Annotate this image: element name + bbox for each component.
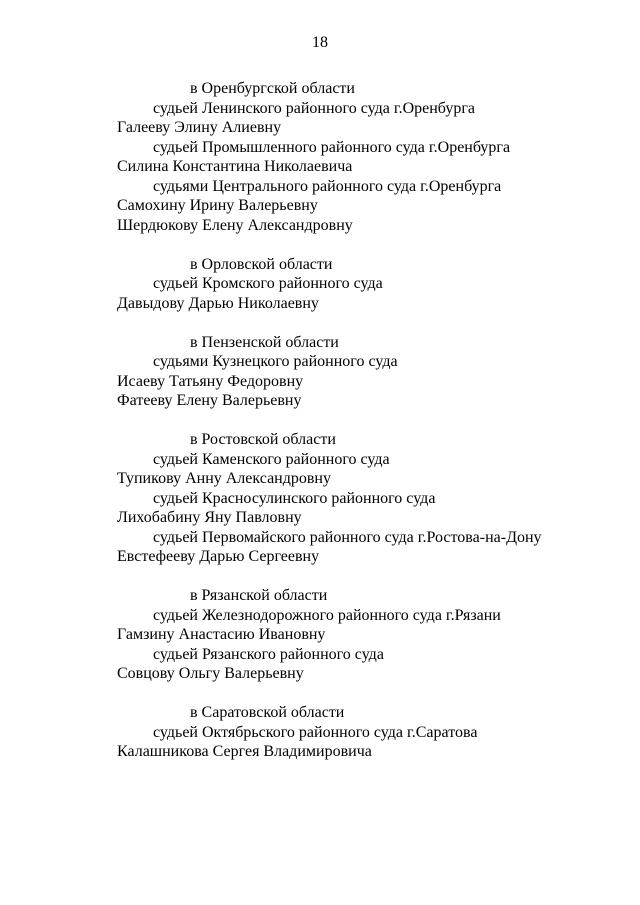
appointee-name: Шердюкову Елену Александровну (117, 216, 353, 234)
appointee-name: Силина Константина Николаевича (117, 158, 353, 175)
appointee-name: Совцову Ольгу Валерьевну (117, 665, 304, 682)
appointee-name: Гамзину Анастасию Ивановну (117, 626, 326, 643)
court-appointment-line: судьей Ленинского районного суда г.Оренбурга (153, 99, 475, 117)
appointee-name: Калашникова Сергея Владимировича (117, 743, 372, 760)
court-appointment-line: судьей Промышленного районного суда г.Оренбурга (153, 138, 511, 156)
appointee-name: Давыдову Дарью Николаевну (117, 294, 319, 312)
region-section (117, 79, 617, 235)
court-appointment-line: судьями Центрального районного суда г.Оренбурга (153, 177, 502, 195)
region-heading: в Пензенской области (190, 333, 339, 351)
region-heading: в Саратовской области (190, 704, 345, 721)
court-appointment-line: судьей Красносулинского районного суда (153, 489, 436, 507)
appointee-name: Исаеву Татьяну Федоровну (117, 372, 304, 390)
court-appointment-line: судьей Первомайского районного суда г.Ростова-на-Дону (153, 528, 542, 546)
region-heading: в Рязанской области (190, 587, 328, 604)
appointee-name: Тупикову Анну Александровну (117, 470, 331, 487)
appointee-name: Лихобабину Яну Павловну (117, 509, 302, 526)
region-section (117, 586, 617, 684)
region-heading: в Оренбургской области (190, 80, 355, 97)
appointments-list (117, 79, 617, 781)
region-section (117, 333, 617, 411)
region-heading: в Орловской области (190, 255, 333, 273)
appointee-name: Фатееву Елену Валерьевну (117, 392, 302, 409)
appointee-name: Самохину Ирину Валерьевну (117, 197, 318, 214)
appointee-name: Галееву Элину Алиевну (117, 119, 282, 136)
court-appointment-line: судьей Каменского районного суда (153, 450, 390, 468)
court-appointment-line: судьей Кромского районного суда (153, 275, 383, 292)
court-appointment-line: судьями Кузнецкого районного суда (153, 353, 398, 370)
court-appointment-line: судьей Октябрьского районного суда г.Саратова (153, 723, 478, 741)
region-section (117, 430, 617, 567)
page-number: 18 (312, 34, 328, 51)
region-heading: в Ростовской области (190, 431, 336, 448)
court-appointment-line: судьей Железнодорожного районного суда г.Рязани (153, 606, 501, 624)
region-section (117, 703, 617, 762)
court-appointment-line: судьей Рязанского районного суда (153, 645, 384, 663)
appointee-name: Евстефееву Дарью Сергеевну (117, 548, 320, 565)
region-section (117, 255, 617, 314)
